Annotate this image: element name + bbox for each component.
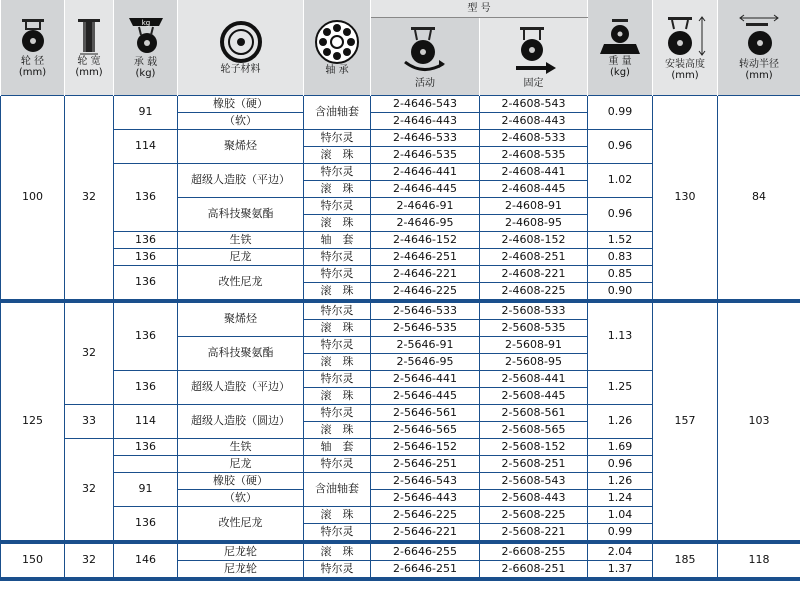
bearing-cell: 特尔灵 (304, 265, 371, 282)
swivel-radius-cell: 118 (718, 543, 800, 577)
swivel-model-cell: 2-4646-543 (371, 95, 480, 112)
mount-height-cell: 157 (653, 302, 718, 540)
weight-cell: 0.90 (588, 282, 653, 299)
swivel-model-cell: 2-5646-445 (371, 387, 480, 404)
swivel-radius-cell: 103 (718, 302, 800, 540)
weight-cell: 1.37 (588, 560, 653, 577)
weight-cell: 1.24 (588, 489, 653, 506)
fixed-model-cell: 2-4608-441 (480, 163, 588, 180)
wheel-width-cell: 32 (65, 438, 114, 540)
bearing-cell: 轴 套 (304, 231, 371, 248)
swivel-model-cell: 2-5646-152 (371, 438, 480, 455)
material-cell: 改性尼龙 (178, 265, 304, 299)
load-cell: 114 (114, 404, 178, 438)
weight-cell: 1.02 (588, 163, 653, 197)
header-material-label: 轮子材料 (220, 63, 261, 75)
bearing-cell: 特尔灵 (304, 248, 371, 265)
weight-scale-icon (596, 16, 644, 56)
bearing-cell: 滚 珠 (304, 387, 371, 404)
fixed-model-cell: 2-4608-95 (480, 214, 588, 231)
table-row (1, 95, 800, 112)
weight-cell: 1.04 (588, 506, 653, 523)
fixed-model-cell: 2-5608-95 (480, 353, 588, 370)
material-cell: 超级人造胶（圆边） (178, 404, 304, 438)
bearing-cell: 特尔灵 (304, 455, 371, 472)
bearing-cell: 特尔灵 (304, 336, 371, 353)
fixed-model-cell: 2-4608-533 (480, 129, 588, 146)
mount-height-cell: 130 (653, 95, 718, 299)
weight-cell: 0.96 (588, 455, 653, 472)
material-cell: 高科技聚氨酯 (178, 336, 304, 370)
material-cell: 聚烯烃 (178, 302, 304, 336)
wheel-diameter-cell: 150 (1, 543, 65, 577)
load-cell (114, 455, 178, 472)
fixed-model-cell: 2-5608-533 (480, 302, 588, 319)
fixed-model-cell: 2-5608-543 (480, 472, 588, 489)
swivel-model-cell: 2-5646-91 (371, 336, 480, 353)
swivel-model-cell: 2-4646-445 (371, 180, 480, 197)
bearing-cell: 含油轴套 (304, 472, 371, 506)
bearing-cell: 滚 珠 (304, 180, 371, 197)
bearing-cell: 特尔灵 (304, 129, 371, 146)
swivel-model-cell: 2-6646-251 (371, 560, 480, 577)
header-wheel-diameter-label: 轮 径 (mm) (18, 56, 47, 79)
swivel-model-cell: 2-4646-225 (371, 282, 480, 299)
wheel-diameter-cell: 125 (1, 302, 65, 540)
bearing-cell: 滚 珠 (304, 214, 371, 231)
material-cell: 聚烯烃 (178, 129, 304, 163)
swivel-model-cell: 2-4646-441 (371, 163, 480, 180)
bearing-icon (314, 19, 360, 65)
table-body (1, 95, 800, 580)
swivel-model-cell: 2-4646-443 (371, 112, 480, 129)
header-fixed-label: 固定 (523, 77, 544, 89)
swivel-radius-icon (734, 13, 784, 59)
fixed-model-cell: 2-5608-225 (480, 506, 588, 523)
material-cell: 尼龙轮 (178, 560, 304, 577)
swivel-model-cell: 2-4646-535 (371, 146, 480, 163)
bearing-cell: 特尔灵 (304, 163, 371, 180)
fixed-model-cell: 2-5608-152 (480, 438, 588, 455)
fixed-model-cell: 2-4608-535 (480, 146, 588, 163)
material-cell: 橡胶（硬） (178, 472, 304, 489)
header-load (114, 0, 178, 95)
bearing-cell: 特尔灵 (304, 404, 371, 421)
header-wheel-width (65, 0, 114, 95)
fixed-model-cell: 2-5608-565 (480, 421, 588, 438)
fixed-model-cell: 2-5608-221 (480, 523, 588, 540)
fixed-model-cell: 2-6608-251 (480, 560, 588, 577)
swivel-model-cell: 2-5646-443 (371, 489, 480, 506)
bearing-cell: 特尔灵 (304, 302, 371, 319)
bearing-cell: 含油轴套 (304, 95, 371, 129)
mount-height-icon (662, 13, 708, 59)
fixed-model-cell: 2-5608-443 (480, 489, 588, 506)
header-weight (588, 0, 653, 95)
header-swivel-label: 活动 (415, 77, 435, 89)
weight-cell: 1.26 (588, 404, 653, 438)
header-bearing (304, 0, 371, 95)
header-wheel-diameter (1, 0, 65, 95)
weight-cell: 1.69 (588, 438, 653, 455)
table-header (1, 0, 800, 95)
fixed-model-cell: 2-4608-91 (480, 197, 588, 214)
load-cell: 136 (114, 370, 178, 404)
group-separator (1, 577, 800, 580)
fixed-caster-icon (506, 24, 562, 78)
fixed-model-cell: 2-4608-251 (480, 248, 588, 265)
fixed-model-cell: 2-5608-561 (480, 404, 588, 421)
mount-height-cell: 185 (653, 543, 718, 577)
material-cell: 高科技聚氨酯 (178, 197, 304, 231)
material-cell: 超级人造胶（平边） (178, 370, 304, 404)
load-cell: 136 (114, 438, 178, 455)
bearing-cell: 滚 珠 (304, 319, 371, 336)
swivel-model-cell: 2-4646-152 (371, 231, 480, 248)
weight-cell: 0.96 (588, 197, 653, 231)
bearing-cell: 特尔灵 (304, 197, 371, 214)
material-cell: 尼龙 (178, 455, 304, 472)
material-cell: （软） (178, 112, 304, 129)
material-cell: （软） (178, 489, 304, 506)
weight-cell: 1.52 (588, 231, 653, 248)
header-swivel (371, 17, 480, 95)
material-cell: 尼龙 (178, 248, 304, 265)
load-cell: 91 (114, 95, 178, 129)
bearing-cell: 特尔灵 (304, 523, 371, 540)
bearing-cell: 特尔灵 (304, 370, 371, 387)
material-cell: 改性尼龙 (178, 506, 304, 540)
material-cell: 橡胶（硬） (178, 95, 304, 112)
weight-cell: 0.96 (588, 129, 653, 163)
wheel-material-icon (219, 20, 263, 64)
load-cell: 136 (114, 231, 178, 248)
swivel-model-cell: 2-5646-535 (371, 319, 480, 336)
fixed-model-cell: 2-5608-441 (480, 370, 588, 387)
swivel-model-cell: 2-4646-91 (371, 197, 480, 214)
fixed-model-cell: 2-4608-445 (480, 180, 588, 197)
material-cell: 生铁 (178, 438, 304, 455)
weight-cell: 2.04 (588, 543, 653, 560)
wheel-width-cell: 32 (65, 302, 114, 404)
fixed-model-cell: 2-4608-225 (480, 282, 588, 299)
bearing-cell: 滚 珠 (304, 506, 371, 523)
weight-cell: 0.85 (588, 265, 653, 282)
swivel-model-cell: 2-5646-221 (371, 523, 480, 540)
swivel-model-cell: 2-5646-225 (371, 506, 480, 523)
weight-cell: 1.25 (588, 370, 653, 404)
swivel-model-cell: 2-5646-543 (371, 472, 480, 489)
header-wheel-width-label: 轮 宽 (mm) (75, 56, 103, 79)
swivel-model-cell: 2-5646-565 (371, 421, 480, 438)
load-cell: 136 (114, 506, 178, 540)
fixed-model-cell: 2-6608-255 (480, 543, 588, 560)
swivel-model-cell: 2-4646-221 (371, 265, 480, 282)
load-cell: 146 (114, 543, 178, 577)
fixed-model-cell: 2-4608-221 (480, 265, 588, 282)
swivel-caster-icon (397, 24, 453, 78)
swivel-model-cell: 2-4646-533 (371, 129, 480, 146)
weight-cell: 0.99 (588, 95, 653, 129)
swivel-model-cell: 2-4646-251 (371, 248, 480, 265)
table-row (1, 543, 800, 560)
wheel-width-cell: 33 (65, 404, 114, 438)
header-bearing-label: 轴 承 (325, 64, 349, 76)
fixed-model-cell: 2-5608-251 (480, 455, 588, 472)
table-row (1, 302, 800, 319)
bearing-cell: 滚 珠 (304, 282, 371, 299)
material-cell: 生铁 (178, 231, 304, 248)
weight-cell: 0.83 (588, 248, 653, 265)
caster-wheel-icon (13, 16, 53, 56)
header-swivel-radius-label: 转动半径 (mm) (739, 59, 779, 82)
bearing-cell: 滚 珠 (304, 543, 371, 560)
wheel-width-icon (74, 16, 104, 56)
wheel-width-cell: 32 (65, 543, 114, 577)
swivel-model-cell: 2-5646-533 (371, 302, 480, 319)
swivel-model-cell: 2-5646-251 (371, 455, 480, 472)
weight-cell: 0.99 (588, 523, 653, 540)
bearing-cell: 滚 珠 (304, 353, 371, 370)
group-separator-line (1, 577, 800, 580)
load-cell: 136 (114, 163, 178, 231)
bearing-cell: 特尔灵 (304, 560, 371, 577)
load-kg-icon (123, 15, 169, 57)
weight-cell: 1.26 (588, 472, 653, 489)
material-cell: 超级人造胶（平边） (178, 163, 304, 197)
load-cell: 136 (114, 302, 178, 370)
bearing-cell: 滚 珠 (304, 421, 371, 438)
bearing-cell: 轴 套 (304, 438, 371, 455)
wheel-width-cell: 32 (65, 95, 114, 299)
swivel-radius-cell: 84 (718, 95, 800, 299)
header-material (178, 0, 304, 95)
header-swivel-radius (718, 0, 800, 95)
swivel-model-cell: 2-5646-441 (371, 370, 480, 387)
fixed-model-cell: 2-4608-443 (480, 112, 588, 129)
fixed-model-cell: 2-5608-445 (480, 387, 588, 404)
bearing-cell: 滚 珠 (304, 146, 371, 163)
swivel-model-cell: 2-4646-95 (371, 214, 480, 231)
fixed-model-cell: 2-5608-91 (480, 336, 588, 353)
swivel-model-cell: 2-5646-561 (371, 404, 480, 421)
swivel-model-cell: 2-5646-95 (371, 353, 480, 370)
header-weight-label: 重 量 (kg) (608, 56, 632, 79)
header-mount-height-label: 安装高度 (mm) (665, 59, 705, 82)
fixed-model-cell: 2-5608-535 (480, 319, 588, 336)
load-cell: 114 (114, 129, 178, 163)
weight-cell: 1.13 (588, 302, 653, 370)
fixed-model-cell: 2-4608-543 (480, 95, 588, 112)
load-kg-badge: kg (141, 19, 150, 28)
load-cell: 91 (114, 472, 178, 506)
material-cell: 尼龙轮 (178, 543, 304, 560)
header-mount-height (653, 0, 718, 95)
wheel-diameter-cell: 100 (1, 95, 65, 299)
load-cell: 136 (114, 248, 178, 265)
fixed-model-cell: 2-4608-152 (480, 231, 588, 248)
swivel-model-cell: 2-6646-255 (371, 543, 480, 560)
header-model (371, 0, 588, 17)
header-load-label: 承 载 (kg) (133, 57, 158, 80)
header-fixed (480, 17, 588, 95)
header-model-label: 型 号 (467, 3, 491, 15)
load-cell: 136 (114, 265, 178, 299)
